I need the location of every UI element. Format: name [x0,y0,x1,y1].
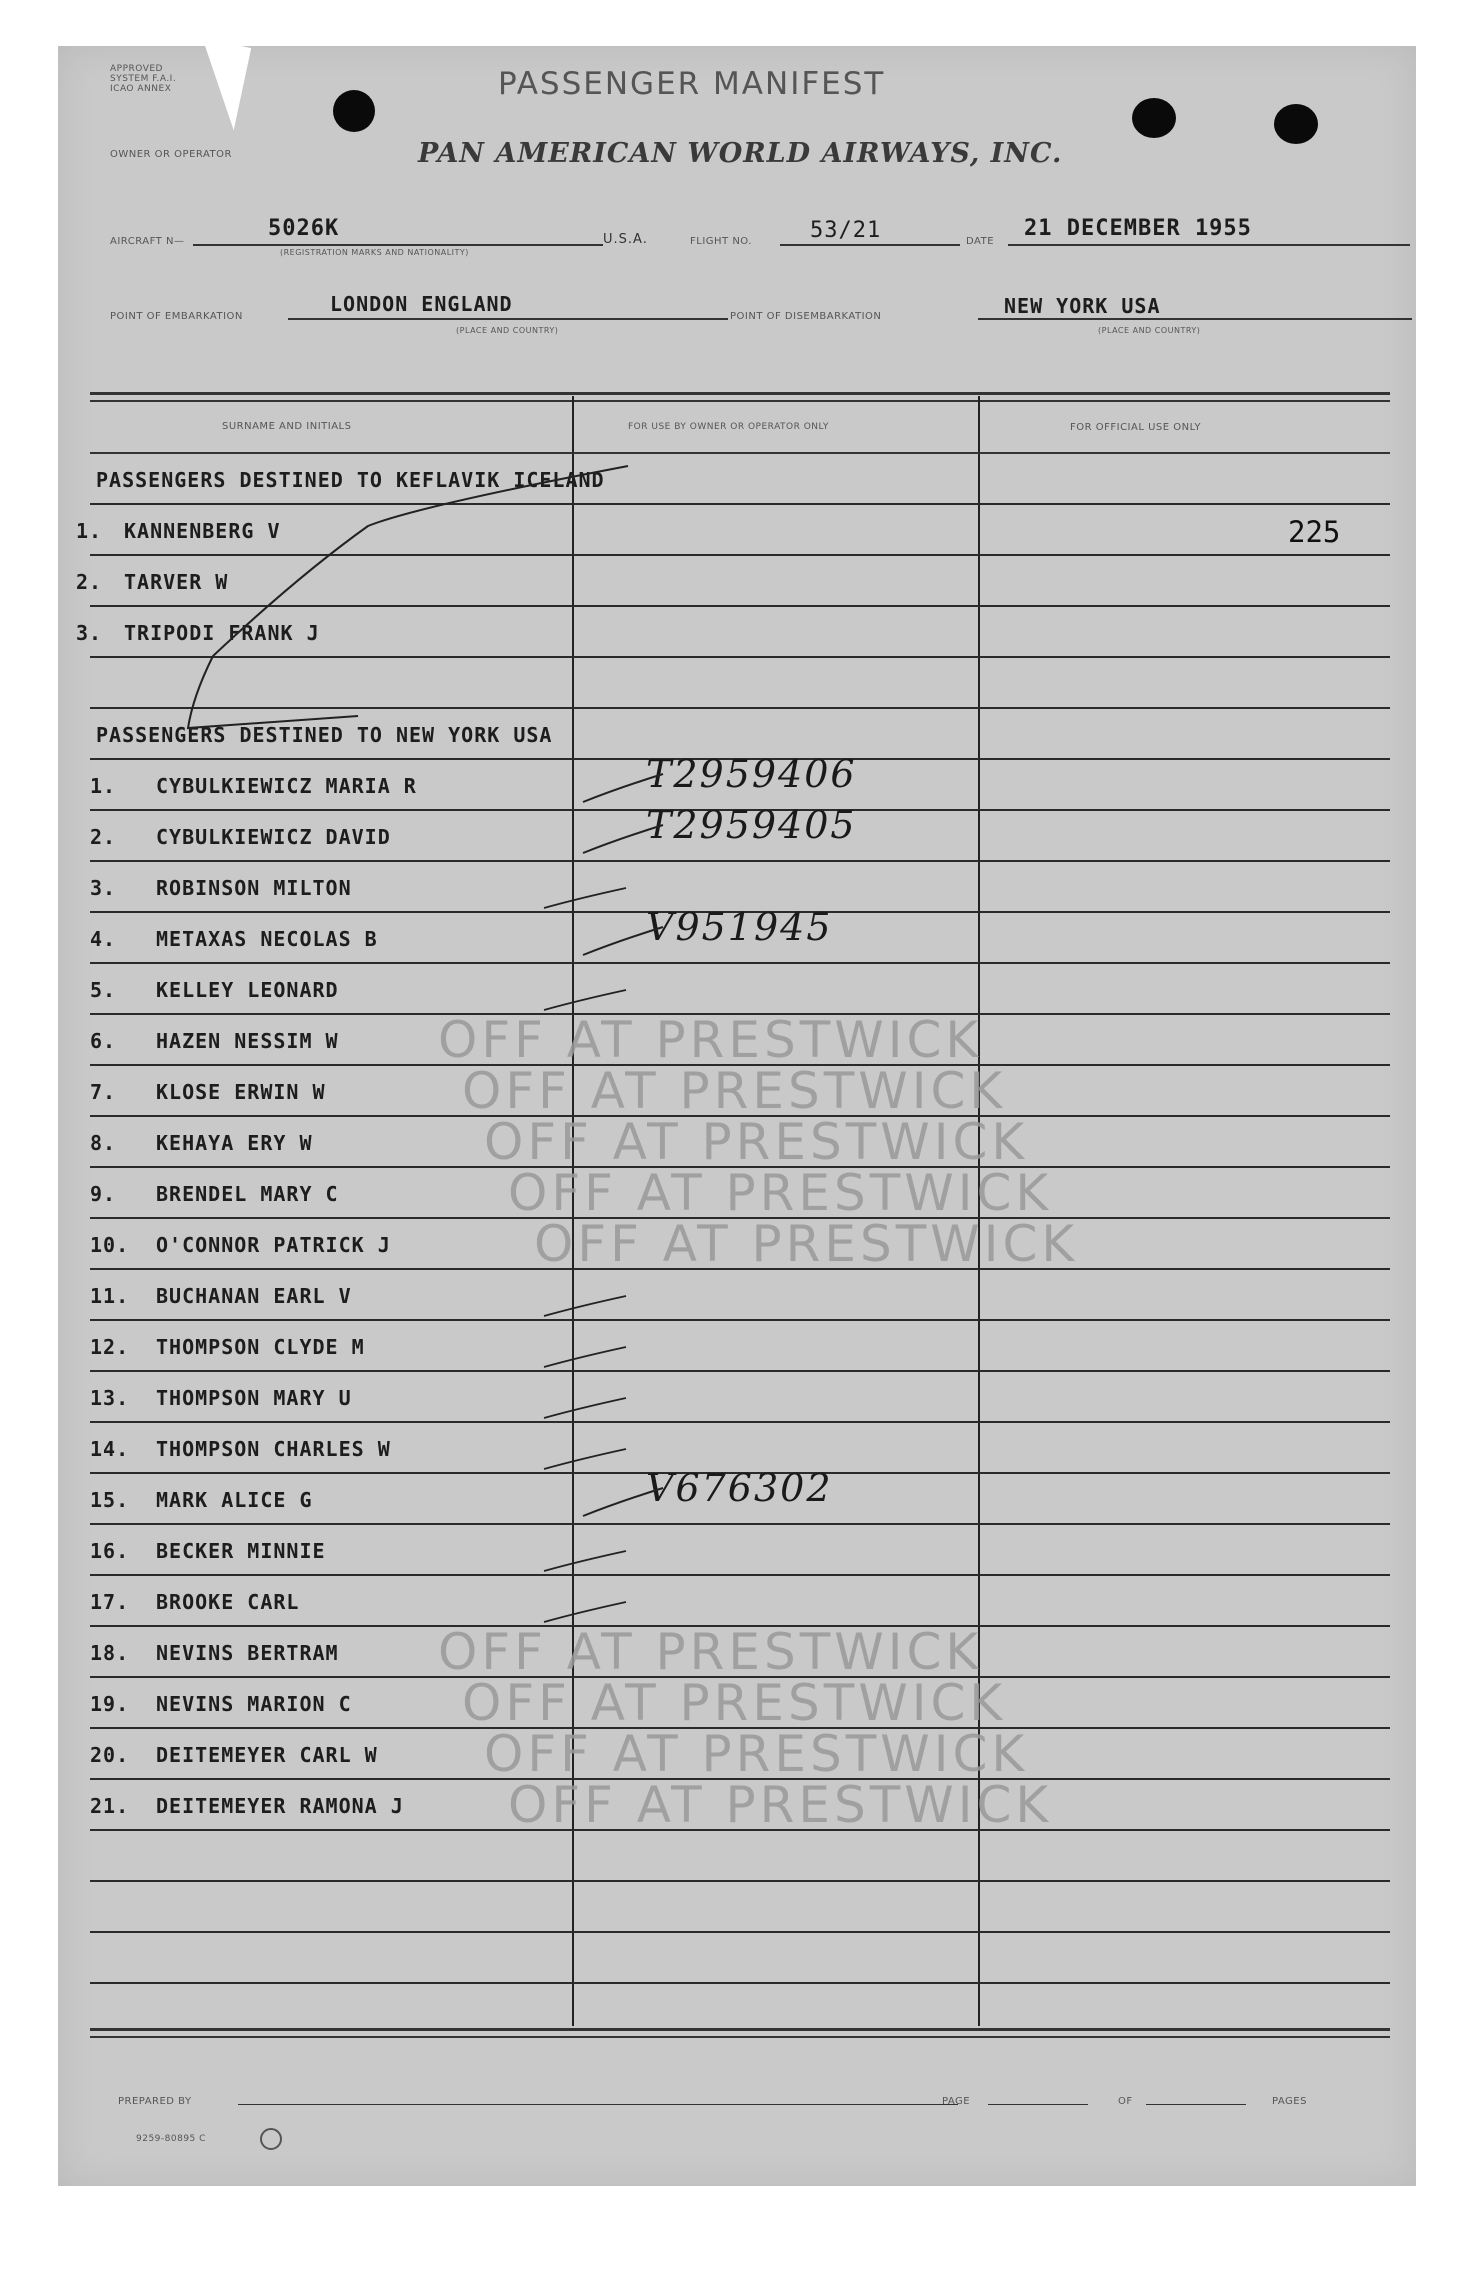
off-at-prestwick-stamp: OFF AT PRESTWICK [534,1215,1079,1273]
embarkation-underline [288,318,728,320]
check-mark [578,923,668,963]
table-bottom-rule-2 [90,2036,1390,2038]
flight-label: FLIGHT NO. [690,236,752,247]
date-value: 21 DECEMBER 1955 [1024,216,1252,241]
passenger-number: 9. [90,1182,117,1206]
check-mark [540,1547,630,1577]
passenger-number: 18. [90,1641,130,1665]
passenger-name: MARK ALICE G [156,1488,313,1512]
row-rule [90,1982,1390,1984]
check-mark [540,1292,630,1322]
passenger-name: KLOSE ERWIN W [156,1080,326,1104]
flight-underline [780,244,960,246]
passenger-number: 1. [76,519,103,543]
page-label: PAGE [942,2096,971,2107]
off-at-prestwick-stamp: OFF AT PRESTWICK [508,1776,1053,1834]
off-at-prestwick-stamp: OFF AT PRESTWICK [484,1725,1029,1783]
row-rule [90,1370,1390,1372]
printer-seal-icon [260,2128,282,2150]
passenger-number: 2. [76,570,103,594]
embarkation-label: POINT OF EMBARKATION [110,311,243,322]
check-mark [540,1343,630,1373]
passenger-name: THOMPSON MARY U [156,1386,352,1410]
disembarkation-label: POINT OF DISEMBARKATION [730,311,882,322]
passenger-name: NEVINS MARION C [156,1692,352,1716]
country-label: U.S.A. [603,232,648,247]
row-rule [90,1931,1390,1933]
off-at-prestwick-stamp: OFF AT PRESTWICK [462,1674,1007,1732]
disembarkation-place-label: (PLACE AND COUNTRY) [1098,326,1201,335]
passenger-number: 13. [90,1386,130,1410]
group-heading: PASSENGERS DESTINED TO NEW YORK USA [96,723,553,747]
passenger-name: TARVER W [124,570,229,594]
check-mark [540,884,630,914]
passenger-name: DEITEMEYER RAMONA J [156,1794,404,1818]
passenger-number: 15. [90,1488,130,1512]
aircraft-underline [193,244,603,246]
approved-text [110,64,176,94]
check-mark [578,1484,668,1524]
passenger-number: 7. [90,1080,117,1104]
passenger-number: 5. [90,978,117,1002]
off-at-prestwick-stamp: OFF AT PRESTWICK [438,1011,983,1069]
flight-value: 53/21 [810,218,882,243]
passenger-name: NEVINS BERTRAM [156,1641,339,1665]
bracket-mark [118,416,638,746]
column-header-surname: SURNAME AND INITIALS [222,421,352,432]
off-at-prestwick-stamp: OFF AT PRESTWICK [484,1113,1029,1171]
passenger-number: 11. [90,1284,130,1308]
row-rule [90,1523,1390,1525]
passenger-number: 8. [90,1131,117,1155]
passenger-name: THOMPSON CHARLES W [156,1437,391,1461]
of-line [1146,2104,1246,2105]
aircraft-label: AIRCRAFT N— [110,236,185,247]
column-header-owner-use: FOR USE BY OWNER OR OPERATOR ONLY [628,422,829,432]
passenger-number: 2. [90,825,117,849]
row-rule [90,1880,1390,1882]
embarkation-value: LONDON ENGLAND [330,292,513,316]
off-at-prestwick-stamp: OFF AT PRESTWICK [438,1623,983,1681]
page-title: PASSENGER MANIFEST [498,66,886,102]
date-label: DATE [966,236,995,247]
passport-number-handwritten: T2959406 [646,752,857,796]
official-note: 225 [1288,515,1341,549]
passenger-name: BUCHANAN EARL V [156,1284,352,1308]
manifest-sheet [58,46,1416,2186]
passenger-name: CYBULKIEWICZ DAVID [156,825,391,849]
passenger-name: TRIPODI FRANK J [124,621,320,645]
passenger-name: KEHAYA ERY W [156,1131,313,1155]
prepared-by-label: PREPARED BY [118,2096,192,2107]
of-label: OF [1118,2096,1133,2107]
passenger-name: KANNENBERG V [124,519,281,543]
table-top-rule-2 [90,400,1390,402]
punch-hole-left [333,90,375,132]
embarkation-place-label: (PLACE AND COUNTRY) [456,326,559,335]
passenger-name: O'CONNOR PATRICK J [156,1233,391,1257]
off-at-prestwick-stamp: OFF AT PRESTWICK [508,1164,1053,1222]
aircraft-value: 5026K [268,216,340,241]
passenger-number: 4. [90,927,117,951]
form-number: 9259-80895 C [136,2134,206,2144]
passenger-number: 19. [90,1692,130,1716]
off-at-prestwick-stamp: OFF AT PRESTWICK [462,1062,1007,1120]
owner-value: PAN AMERICAN WORLD AIRWAYS, INC. [418,138,1063,169]
passenger-name: KELLEY LEONARD [156,978,339,1002]
passenger-number: 1. [90,774,117,798]
table-top-rule-1 [90,392,1390,395]
passenger-name: BECKER MINNIE [156,1539,326,1563]
passenger-number: 14. [90,1437,130,1461]
row-rule [90,1319,1390,1321]
passenger-name: BRENDEL MARY C [156,1182,339,1206]
passenger-name: ROBINSON MILTON [156,876,352,900]
approved-line-3: ICAO ANNEX [110,84,172,94]
passenger-name: THOMPSON CLYDE M [156,1335,365,1359]
row-rule [90,1421,1390,1423]
date-underline [1008,244,1410,246]
group-heading: PASSENGERS DESTINED TO KEFLAVIK ICELAND [96,468,605,492]
passenger-name: METAXAS NECOLAS B [156,927,378,951]
passenger-name: CYBULKIEWICZ MARIA R [156,774,417,798]
passenger-number: 10. [90,1233,130,1257]
page-line [988,2104,1088,2105]
disembarkation-underline [978,318,1412,320]
passenger-name: BROOKE CARL [156,1590,300,1614]
passenger-number: 16. [90,1539,130,1563]
passenger-number: 12. [90,1335,130,1359]
passenger-number: 3. [76,621,103,645]
row-rule [90,962,1390,964]
pages-label: PAGES [1272,2096,1307,2107]
column-header-official-use: FOR OFFICIAL USE ONLY [1070,422,1201,433]
punch-hole-right-1 [1132,98,1176,138]
check-mark [578,821,668,861]
passport-number-handwritten: V676302 [646,1466,833,1510]
torn-corner [185,38,251,131]
table-bottom-rule-1 [90,2028,1390,2031]
check-mark [540,1394,630,1424]
passenger-number: 17. [90,1590,130,1614]
approved-line-1: APPROVED [110,64,163,74]
owner-label: OWNER OR OPERATOR [110,149,232,160]
passenger-number: 6. [90,1029,117,1053]
row-rule [90,1574,1390,1576]
passenger-name: DEITEMEYER CARL W [156,1743,378,1767]
passport-number-handwritten: V951945 [646,905,833,949]
registration-label: (REGISTRATION MARKS AND NATIONALITY) [280,248,469,257]
approved-line-2: SYSTEM F.A.I. [110,74,177,84]
passport-number-handwritten: T2959405 [646,803,857,847]
punch-hole-right-2 [1274,104,1318,144]
passenger-number: 3. [90,876,117,900]
prepared-by-line [238,2104,958,2105]
check-mark [540,1445,630,1475]
row-rule [90,860,1390,862]
passenger-number: 20. [90,1743,130,1767]
passenger-number: 21. [90,1794,130,1818]
passenger-name: HAZEN NESSIM W [156,1029,339,1053]
disembarkation-value: NEW YORK USA [1004,294,1161,318]
